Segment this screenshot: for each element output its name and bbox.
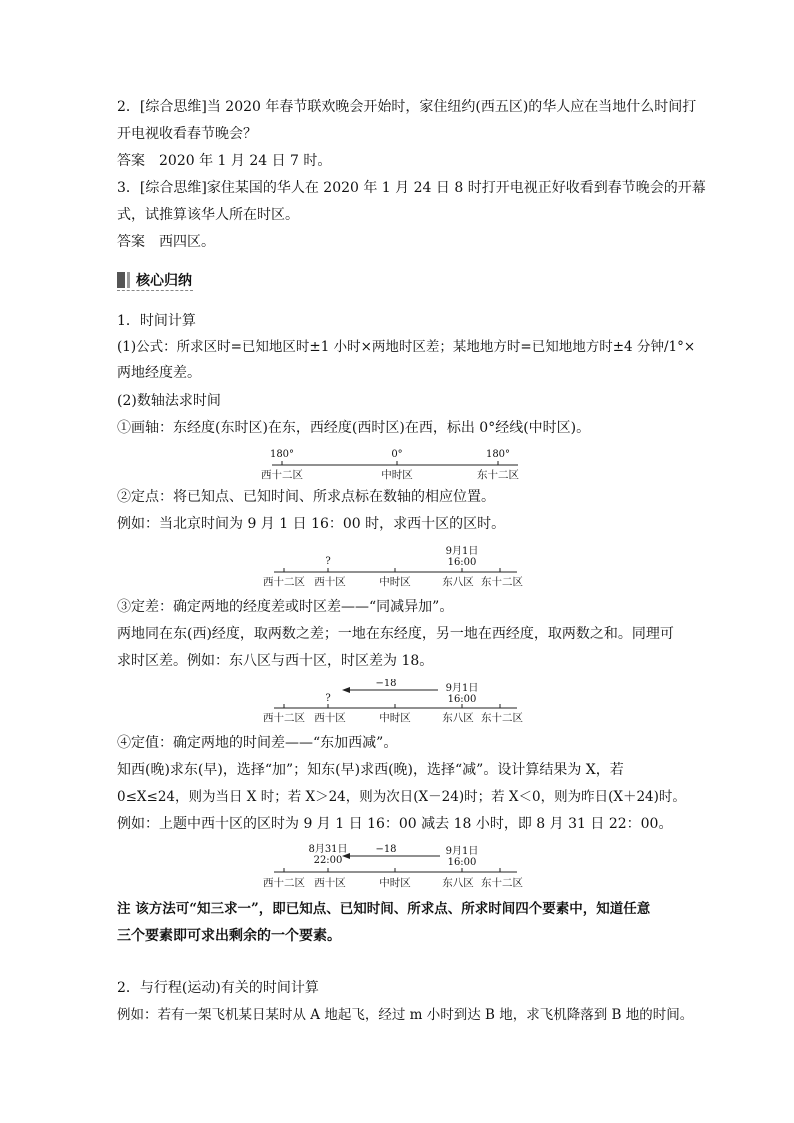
step4-text2: 0≤X≤24，则为当日 X 时；若 X＞24，则为次日(X－24)时；若 X＜0，则为昨日(X＋24)时。	[117, 789, 686, 805]
d4-date: 9月1日	[445, 846, 479, 857]
section-marker-icon	[117, 272, 125, 288]
d4-time: 16:00	[447, 857, 477, 868]
d1-mid-zone: 中时区	[381, 469, 413, 481]
d3-arrow-head	[342, 687, 350, 693]
d2-zone-2: 西十区	[314, 576, 346, 588]
step3-text2: 求时区差。例如：东八区与西十区，时区差为 18。	[117, 653, 434, 669]
section-header	[117, 269, 192, 291]
q3-line2: 式，试推算该华人所在时区。	[117, 207, 299, 223]
d2-zone-4: 东八区	[442, 576, 474, 588]
d3-time: 16:00	[447, 694, 477, 705]
d3-question: ?	[325, 693, 331, 704]
section-title: 核心归纳	[136, 273, 192, 289]
q2-line2: 开电视收看春节晚会？	[117, 126, 257, 142]
step2: ②定点：将已知点、已知时间、所求点标在数轴的相应位置。	[117, 489, 495, 505]
p2-title: 2．与行程(运动)有关的时间计算	[117, 980, 319, 996]
d4-zone-3: 中时区	[379, 877, 411, 889]
axis-diagram-2	[262, 544, 532, 590]
step3-text1: 两地同在东(西)经度，取两数之差；一地在东经度，另一地在西经度，取两数之和。同理可	[117, 626, 674, 642]
section-marker-stripe	[127, 272, 130, 288]
d2-question: ?	[325, 556, 331, 567]
axis-diagram-1	[260, 446, 530, 482]
d4-zone-4: 东八区	[442, 877, 474, 889]
d3-diff: −18	[375, 679, 397, 689]
d2-zone-5: 东十二区	[481, 576, 523, 588]
q2-answer: 答案 2020 年 1 月 24 日 7 时。	[117, 153, 332, 169]
p2-example: 例如：若有一架飞机某日某时从 A 地起飞，经过 m 小时到达 B 地，求飞机降落到 B 地的时间。	[117, 1007, 694, 1023]
d1-right-zone: 东十二区	[477, 469, 519, 481]
d4-zone-5: 东十二区	[481, 877, 523, 889]
d3-zone-2: 西十区	[314, 712, 346, 724]
q3-answer: 答案 西四区。	[117, 234, 215, 250]
d3-zone-4: 东八区	[442, 712, 474, 724]
step4-text3: 例如：上题中西十区的区时为 9 月 1 日 16：00 减去 18 小时，即 8 月 31 日 22：00。	[117, 816, 673, 832]
d4-left-date: 8月31日	[308, 844, 348, 855]
section-underline	[117, 290, 193, 291]
example1: 例如：当北京时间为 9 月 1 日 16：00 时，求西十区的区时。	[117, 516, 506, 532]
q2-line1: 2．[综合思维]当 2020 年春节联欢晚会开始时，家住纽约(西五区)的华人应在当地什么时间打	[117, 99, 697, 115]
p1-title: 1．时间计算	[117, 313, 196, 329]
d3-zone-1: 西十二区	[263, 712, 305, 724]
d2-date: 9月1日	[445, 546, 479, 557]
d1-left-zone: 西十二区	[261, 469, 303, 481]
d1-left-deg: 180°	[269, 449, 295, 460]
axis-diagram-4	[262, 842, 532, 890]
note-line1: 注 该方法可“知三求一”，即已知点、已知时间、所求点、所求时间四个要素中，知道任意	[117, 901, 651, 917]
d1-mid-deg: 0°	[391, 449, 403, 460]
d2-zone-1: 西十二区	[263, 576, 305, 588]
axis-method: (2)数轴法求时间	[117, 393, 221, 409]
d4-left-time: 22:00	[313, 855, 343, 866]
step4: ④定值：确定两地的时间差——“东加西减”。	[117, 735, 398, 751]
formula-line2: 两地经度差。	[117, 365, 201, 381]
formula-line1: (1)公式：所求区时=已知地区时±1 小时×两地时区差；某地地方时=已知地地方时±4 分钟/1°×	[117, 339, 696, 355]
note-line2: 三个要素即可求出剩余的一个要素。	[117, 928, 341, 944]
q3-line1: 3．[综合思维]家住某国的华人在 2020 年 1 月 24 日 8 时打开电视正好收看到春节晚会的开幕	[117, 180, 706, 196]
step1: ①画轴：东经度(东时区)在东，西经度(西时区)在西，标出 0°经线(中时区)。	[117, 420, 591, 436]
step4-text1: 知西(晚)求东(早)，选择“加”；知东(早)求西(晚)，选择“减”。设计算结果为 X，若	[117, 762, 624, 778]
step3: ③定差：确定两地的经度差或时区差——“同减异加”。	[117, 599, 454, 615]
d3-zone-5: 东十二区	[481, 712, 523, 724]
d3-zone-3: 中时区	[379, 712, 411, 724]
d3-date: 9月1日	[445, 683, 479, 694]
d4-zone-2: 西十区	[314, 877, 346, 889]
d2-time: 16:00	[447, 557, 477, 568]
d4-zone-1: 西十二区	[263, 877, 305, 889]
d1-right-deg: 180°	[485, 449, 511, 460]
axis-diagram-3	[262, 679, 532, 725]
d4-diff: −18	[375, 844, 397, 855]
d2-zone-3: 中时区	[379, 576, 411, 588]
